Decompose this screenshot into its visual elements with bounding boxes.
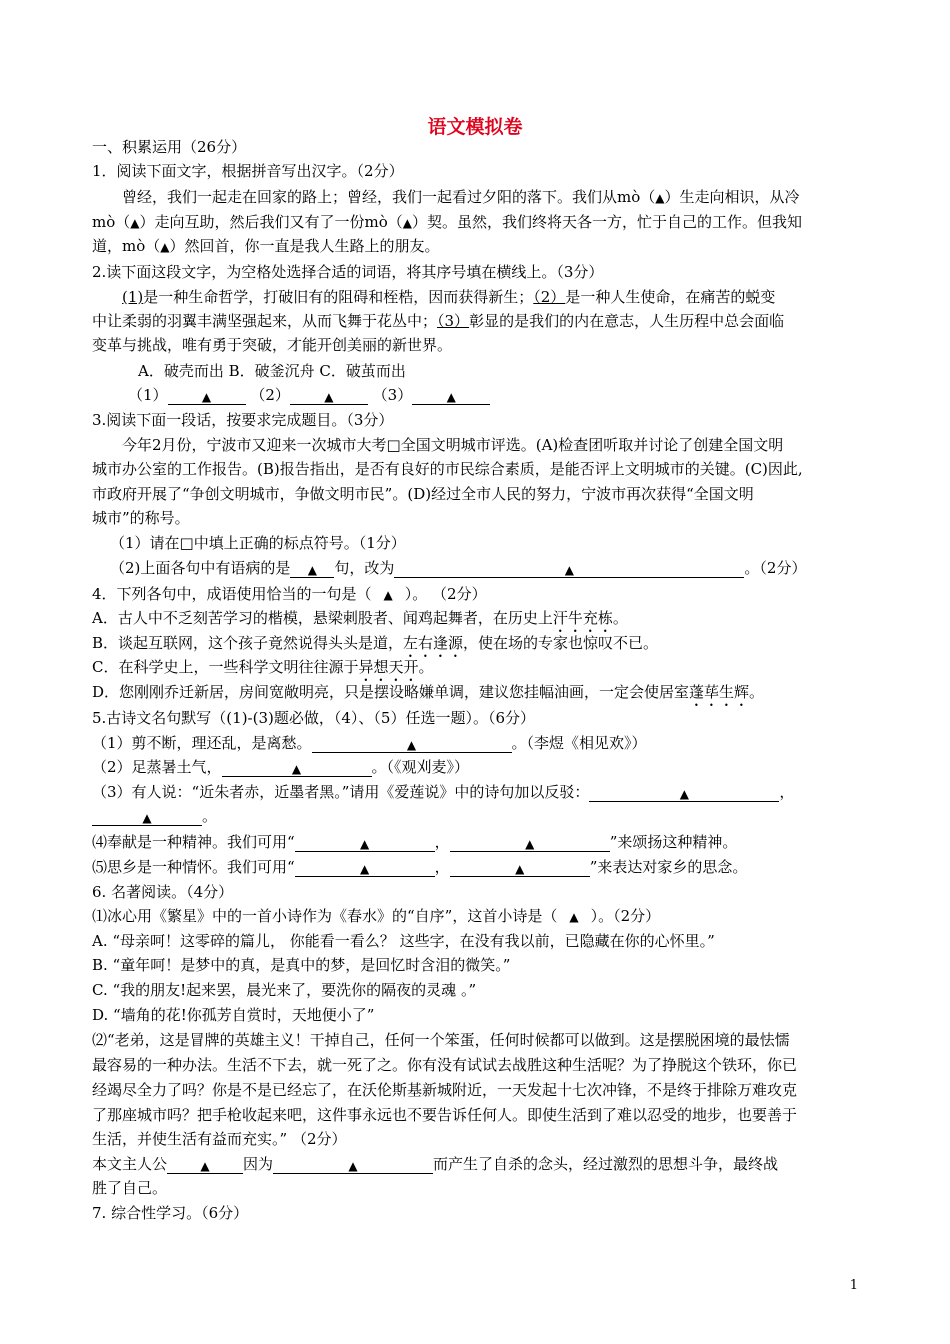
q2-options: A．破壳而出 B．破釜沉舟 C．破茧而出 [138, 362, 406, 380]
answer-blank[interactable]: ▲ [222, 758, 372, 777]
answer-blank[interactable]: ▲ [450, 858, 590, 877]
answer-blank-2[interactable]: ▲ [290, 386, 368, 405]
q5-sub2: （2）足蒸暑土气， ▲ 。（《观刈麦》） [92, 758, 470, 776]
answer-marker[interactable]: ▲ [655, 191, 665, 205]
q4-option-d[interactable]: D．您刚刚乔迁新居，房间宽敞明亮，只是摆设略嫌单调，建议您挂幅油画，一定会使居室蓬荜生辉。 [92, 683, 765, 701]
answer-blank-3[interactable]: ▲ [412, 386, 490, 405]
q4-option-b[interactable]: B．谈起互联网，这个孩子竟然说得头头是道，左右逢源，使在场的专家也惊叹不已。 [92, 634, 659, 652]
section-heading: 一、积累运用（26分） [92, 138, 247, 156]
page-title: 语文模拟卷 [427, 116, 523, 138]
q1-line2: mò（▲）走向互助，然后我们又有了一份mò（▲）契。虽然，我们终将天各一方，忙于自己的工作。但我知 [92, 213, 803, 231]
q2-line3: 变革与挑战，唯有勇于突破，才能开创美丽的新世界。 [92, 336, 453, 354]
q1-line3: 道，mò（▲）然回首，你一直是我人生路上的朋友。 [92, 237, 440, 255]
q6-part2-question-cont: 胜了自己。 [92, 1179, 168, 1197]
answer-marker[interactable]: ▲ [569, 910, 579, 924]
q2-stem: 2.读下面这段文字，为空格处选择合适的词语，将其序号填在横线上。（3分） [92, 263, 604, 281]
answer-blank[interactable]: ▲ [295, 833, 435, 852]
answer-blank[interactable]: ▲ [290, 559, 334, 578]
answer-blank[interactable]: ▲ [394, 559, 744, 578]
q4-stem: 4．下列各句中，成语使用恰当的一句是（ ▲ ）。 （2分） [92, 585, 487, 603]
answer-blank[interactable]: ▲ [92, 807, 202, 826]
q4-option-a[interactable]: A．古人中不乏刻苦学习的楷模，悬梁刺股者、闻鸡起舞者，在历史上汗牛充栋。 [92, 609, 628, 627]
page-number: 1 [849, 1278, 858, 1293]
q4-option-c[interactable]: C．在科学史上，一些科学文明往往源于异想天开。 [92, 658, 434, 676]
q2-answers: （1） ▲ （2） ▲ （3） ▲ [128, 385, 490, 405]
q5-stem: 5.古诗文名句默写（(1)-(3)题必做，（4）、（5）任选一题）。（6分） [92, 709, 536, 727]
q6-stem: 6. 名著阅读。（4分） [92, 883, 234, 901]
answer-blank[interactable]: ▲ [589, 783, 779, 802]
answer-blank[interactable]: ▲ [167, 1155, 243, 1174]
answer-blank[interactable]: ▲ [450, 833, 610, 852]
q6-part1: ⑴冰心用《繁星》中的一首小诗作为《春水》的“自序”，这首小诗是（ ▲ ）。（2分） [92, 907, 661, 925]
answer-blank-1[interactable]: ▲ [168, 386, 246, 405]
q3-sub1: （1）请在□中填上正确的标点符号。（1分） [110, 534, 406, 552]
q7-stem: 7. 综合性学习。（6分） [92, 1204, 249, 1222]
q6-part2-question: 本文主人公 ▲ 因为 ▲ 而产生了自杀的念头，经过激烈的思想斗争，最终战 [92, 1155, 779, 1173]
q1-line1: 曾经，我们一起走在回家的路上；曾经，我们一起看过夕阳的落下。我们从mò（▲）生走向相识，从冷 [122, 188, 800, 206]
q5-sub5: ⑸思乡是一种情怀。我们可用“ ▲ ， ▲ ”来表达对家乡的思念。 [92, 858, 748, 876]
q2-line1: (1)是一种生命哲学，打破旧有的阻碍和桎梏，因而获得新生；（2）是一种人生使命，在痛苦的蜕变 [122, 288, 776, 306]
q3-stem: 3.阅读下面一段话，按要求完成题目。（3分） [92, 411, 394, 429]
q5-sub3: （3）有人说：“近朱者赤，近墨者黑。”请用《爱莲说》中的诗句加以反驳： ▲ ， [92, 783, 795, 801]
answer-blank[interactable]: ▲ [295, 858, 435, 877]
answer-blank[interactable]: ▲ [312, 734, 512, 753]
answer-marker[interactable]: ▲ [160, 240, 170, 254]
q3-line3: 市政府开展了“争创文明城市，争做文明市民”。(D)经过全市人民的努力，宁波市再次获得“全国文明 [92, 485, 754, 503]
q3-line4: 城市”的称号。 [92, 509, 190, 527]
q2-line2: 中让柔弱的羽翼丰满坚强起来，从而飞舞于花丛中；（3）彰显的是我们的内在意志，人生历程中总会面临 [92, 312, 785, 330]
q3-line2: 城市办公室的工作报告。(B)报告指出，是否有良好的市民综合素质，是能否评上文明城市的关键。(C)因此, [92, 460, 803, 478]
q3-line1: 今年2月份，宁波市又迎来一次城市大考□全国文明城市评选。(A)检查团听取并讨论了创建全国文明 [122, 436, 784, 454]
answer-marker[interactable]: ▲ [383, 588, 393, 602]
q5-sub3-cont: ▲ 。 [92, 806, 217, 826]
q6-passage-line2: 最容易的一种办法。生活不下去，就一死了之。你有没有试试去战胜这种生活呢？为了挣脱这个铁环，你已 [92, 1056, 798, 1074]
q6-passage-line3: 经竭尽全力了吗？你是不是已经忘了，在沃伦斯基新城附近，一天发起十七次冲锋，不是终于排除万难攻克 [92, 1081, 798, 1099]
q5-sub1: （1）剪不断，理还乱，是离愁。 ▲ 。（李煜《相见欢》） [92, 734, 647, 752]
q6-option-c[interactable]: C. “我的朋友!起来罢，晨光来了，要洗你的隔夜的灵魂 。” [92, 981, 477, 999]
answer-marker[interactable]: ▲ [130, 216, 140, 230]
q6-option-a[interactable]: A. “母亲呵！这零碎的篇儿， 你能看一看么？ 这些字，在没有我以前，已隐藏在你的心怀里。” [92, 932, 715, 950]
answer-marker[interactable]: ▲ [402, 216, 412, 230]
q1-stem: 1．阅读下面文字，根据拼音写出汉字。（2分） [92, 162, 404, 180]
q6-passage-line4: 了那座城市吗？把手枪收起来吧，这件事永远也不要告诉任何人。即使生活到了难以忍受的地步，也要善于 [92, 1106, 798, 1124]
q3-sub2: （2)上面各句中有语病的是 ▲ 句，改为 ▲ 。（2分） [110, 559, 807, 577]
q5-sub4: ⑷奉献是一种精神。我们可用“ ▲ ， ▲ ”来颂扬这种精神。 [92, 833, 738, 851]
q6-option-b[interactable]: B. “童年呵！是梦中的真，是真中的梦，是回忆时含泪的微笑。” [92, 956, 511, 974]
q6-option-d[interactable]: D. “墙角的花!你孤芳自赏时，天地便小了” [92, 1006, 375, 1024]
q6-passage-line5: 生活，并使生活有益而充实。” （2分） [92, 1130, 347, 1148]
answer-blank[interactable]: ▲ [273, 1155, 433, 1174]
q6-passage-line1: ⑵“老弟，这是冒牌的英雄主义！干掉自己，任何一个笨蛋，任何时候都可以做到。这是摆脱困境的最怯懦 [92, 1031, 790, 1049]
